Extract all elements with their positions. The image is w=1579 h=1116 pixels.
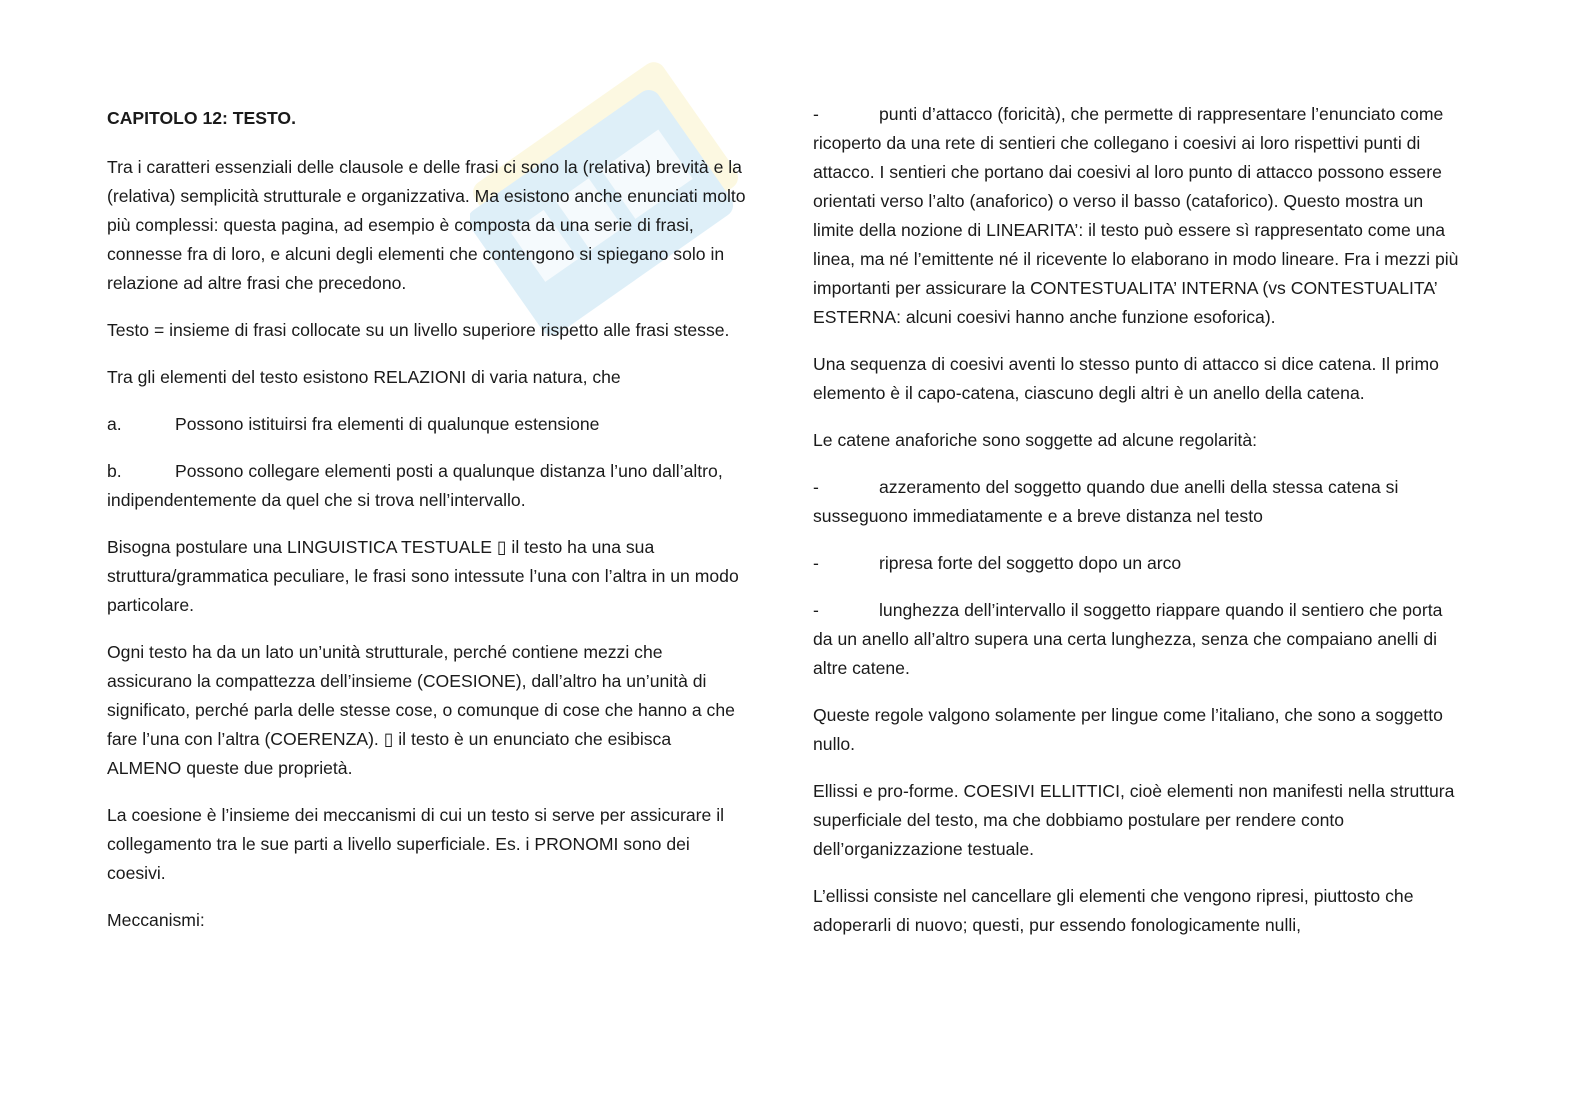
paragraph-linguistics: Bisogna postulare una LINGUISTICA TESTUALE ▯ il testo ha una sua struttura/grammatica peculiare, le frasi sono intessute l’una con l’altra in un modo particolare. [107,537,739,615]
list-marker: - [813,477,819,497]
list-item [813,596,1463,683]
list-text: punti d’attacco (foricità), che permette di rappresentare l’enunciato come ricoperto da una rete di sentieri che collegano i coesivi ai loro rispettivi punti di attacco. I sentieri che portano dai coesivi al loro punto di attacco possono essere orientati verso l’alto (anaforico) o verso il basso (cataforico). Questo mostra un limite della nozione di LINEARITA’: il testo può essere sì rappresentato come una linea, ma né l’emittente né il ricevente lo elaborano in modo lineare. Fra i mezzi più importanti per assicurare la CONTESTUALITA’ INTERNA (vs CONTESTUALITA’ ESTERNA: alcuni coesivi hanno anche funzione esoforica). [813,104,1459,327]
list-text: lunghezza dell’intervallo il soggetto riappare quando il sentiero che porta da un anello all’altro supera una certa lunghezza, senza che compaiano anelli di altre catene. [813,600,1443,678]
paragraph-null-subject: Queste regole valgono solamente per lingue come l’italiano, che sono a soggetto nullo. [813,705,1443,754]
left-column [107,100,747,953]
list-item [107,457,747,515]
list-marker: - [813,600,819,620]
list-text: Possono collegare elementi posti a qualunque distanza l’uno dall’altro, indipendentemente da quel che si trova nell’intervallo. [107,461,723,510]
list-marker: b. [107,461,122,481]
list-text: Possono istituirsi fra elementi di qualunque estensione [175,414,600,434]
paragraph-ellipsis-def: L’ellissi consiste nel cancellare gli elementi che vengono ripresi, piuttosto che adoperarli di nuovo; questi, pur essendo fonologicamente nulli, [813,886,1414,935]
paragraph-mechanisms: Meccanismi: [107,910,205,930]
list-text: azzeramento del soggetto quando due anelli della stessa catena si susseguono immediatamente e a breve distanza nel testo [813,477,1399,526]
paragraph-relations: Tra gli elementi del testo esistono RELAZIONI di varia natura, che [107,367,621,387]
list-text: ripresa forte del soggetto dopo un arco [879,553,1182,573]
right-column [813,100,1463,958]
list-item [107,410,747,439]
paragraph-ellipsis-proforms: Ellissi e pro-forme. COESIVI ELLITTICI, cioè elementi non manifesti nella struttura superficiale del testo, ma che dobbiamo postulare per rendere conto dell’organizzazione testuale. [813,781,1455,859]
list-item [813,473,1463,531]
list-item [813,100,1463,332]
chapter-title: CAPITOLO 12: TESTO. [107,108,297,128]
list-item [813,549,1463,578]
list-marker: - [813,104,819,124]
list-marker: a. [107,414,122,434]
paragraph-regularities: Le catene anaforiche sono soggette ad alcune regolarità: [813,430,1258,450]
paragraph-chain: Una sequenza di coesivi aventi lo stesso punto di attacco si dice catena. Il primo elemento è il capo-catena, ciascuno degli altri è un anello della catena. [813,354,1439,403]
paragraph-definition: Testo = insieme di frasi collocate su un livello superiore rispetto alle frasi stesse. [107,320,730,340]
paragraph-cohesion-coherence: Ogni testo ha da un lato un’unità strutturale, perché contiene mezzi che assicurano la compattezza dell’insieme (COESIONE), dall’altro ha un’unità di significato, perché parla delle stesse cose, o comunque di cose che hanno a che fare l’una con l’altra (COERENZA). ▯ il testo è un enunciato che esibisca ALMENO queste due proprietà. [107,642,735,778]
paragraph-intro: Tra i caratteri essenziali delle clausole e delle frasi ci sono la (relativa) brevità e la (relativa) semplicità strutturale e organizzativa. Ma esistono anche enunciati molto più complessi: questa pagina, ad esempio è composta da una serie di frasi, connesse fra di loro, e alcuni degli elementi che contengono si spiegano solo in relazione ad altre frasi che precedono. [107,157,746,293]
list-marker: - [813,553,819,573]
paragraph-cohesion-def: La coesione è l’insieme dei meccanismi di cui un testo si serve per assicurare il collegamento tra le sue parti a livello superficiale. Es. i PRONOMI sono dei coesivi. [107,805,725,883]
